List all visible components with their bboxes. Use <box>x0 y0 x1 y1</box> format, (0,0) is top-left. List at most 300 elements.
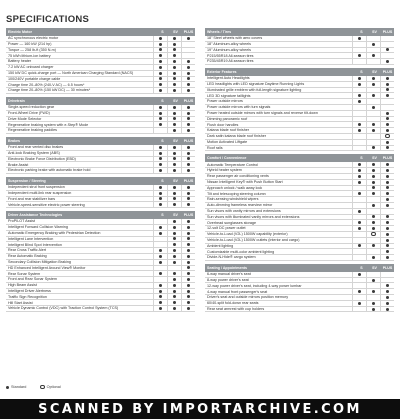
availability-cell <box>380 99 394 104</box>
availability-cell <box>366 93 380 98</box>
standard-dot-icon <box>159 157 162 160</box>
availability-cell <box>167 260 181 265</box>
availability-cell <box>167 197 181 202</box>
standard-dot-icon <box>159 72 162 75</box>
availability-cell <box>352 203 366 208</box>
availability-cell <box>181 162 195 167</box>
standard-dot-icon <box>372 186 375 189</box>
availability-cell <box>153 242 167 247</box>
availability-cell <box>380 53 394 58</box>
trim-column-header: S <box>360 265 363 270</box>
standard-dot-icon <box>386 233 389 236</box>
standard-dot-icon <box>386 94 389 97</box>
standard-dot-icon <box>386 48 389 51</box>
availability-cell <box>153 219 167 224</box>
standard-dot-icon <box>372 43 375 46</box>
availability-cell <box>153 254 167 259</box>
availability-cell <box>352 174 366 179</box>
availability-cell <box>181 289 195 294</box>
standard-dot-icon <box>386 302 389 305</box>
availability-cell <box>167 122 181 127</box>
standard-dot-icon <box>372 83 375 86</box>
availability-cell <box>181 219 195 224</box>
availability-cell <box>380 36 394 41</box>
availability-cell <box>181 105 195 110</box>
standard-dot-icon <box>173 37 176 40</box>
standard-dot-icon <box>187 237 190 240</box>
spec-label: Approach unlock / walk away lock <box>207 185 263 190</box>
standard-dot-icon <box>173 169 176 172</box>
availability-cell <box>153 88 167 93</box>
spec-label: 4-way manual front passenger's seat <box>207 289 268 294</box>
availability-cell <box>153 260 167 265</box>
standard-dot-icon <box>173 157 176 160</box>
spec-label: Illuminated grille emblem with full-length signature lighting <box>207 87 302 92</box>
availability-cell <box>181 254 195 259</box>
spec-label: HD Enhanced Intelligent Around View® Monitor <box>8 265 86 270</box>
availability-cell <box>352 36 366 41</box>
standard-dot-icon <box>173 112 176 115</box>
standard-dot-icon <box>187 266 190 269</box>
availability-cell <box>352 255 366 260</box>
availability-cell <box>366 88 380 93</box>
standard-dot-icon <box>187 123 190 126</box>
availability-cell <box>167 105 181 110</box>
availability-cell <box>352 140 366 145</box>
standard-dot-icon <box>159 169 162 172</box>
availability-cell <box>366 180 380 185</box>
standard-dot-icon <box>358 100 361 103</box>
standard-dot-icon <box>386 129 389 132</box>
trim-column-header: SV <box>173 213 178 218</box>
availability-cell <box>366 128 380 133</box>
spec-row <box>6 168 195 174</box>
availability-cell <box>366 105 380 110</box>
standard-dot-icon <box>386 192 389 195</box>
spec-label: Katana blade roof finisher <box>207 128 250 133</box>
availability-cell <box>181 266 195 271</box>
section-title: Electric Motor <box>8 30 32 34</box>
standard-dot-icon <box>386 141 389 144</box>
spec-label: Dimming panoramic roof <box>207 116 248 121</box>
availability-cell <box>181 122 195 127</box>
spec-label: Power — 160 kW (214 hp) <box>8 42 52 47</box>
standard-dot-icon <box>187 129 190 132</box>
availability-cell <box>380 76 394 81</box>
availability-cell <box>181 151 195 156</box>
standard-dot-icon <box>187 197 190 200</box>
availability-cell <box>167 237 181 242</box>
availability-cell <box>366 191 380 196</box>
availability-cell <box>181 306 195 311</box>
trim-column-header: PLUS <box>183 30 194 34</box>
spec-row <box>6 88 195 94</box>
spec-label: 12-way power driver's seat, including 4-way power lumbar <box>207 283 302 288</box>
standard-dot-icon <box>358 54 361 57</box>
availability-cell <box>167 225 181 230</box>
availability-cell <box>352 283 366 288</box>
spec-label: Vehicle-to-Load (V2L) 1500W capability (exterior) <box>207 232 288 237</box>
availability-cell <box>167 231 181 236</box>
availability-cell <box>352 146 366 151</box>
standard-dot-icon <box>187 232 190 235</box>
availability-cell <box>153 48 167 53</box>
spec-label: Battery heater <box>8 59 32 64</box>
availability-cell <box>167 53 181 58</box>
availability-cell <box>181 111 195 116</box>
availability-cell <box>352 197 366 202</box>
standard-dot-icon <box>173 83 176 86</box>
standard-dot-icon <box>159 112 162 115</box>
section-header <box>6 28 195 36</box>
availability-cell <box>352 134 366 139</box>
availability-cell <box>181 271 195 276</box>
spec-label: ProPILOT Assist <box>8 219 35 224</box>
availability-cell <box>167 151 181 156</box>
availability-cell <box>380 191 394 196</box>
standard-dot-icon <box>358 83 361 86</box>
standard-dot-icon <box>159 186 162 189</box>
trim-column-header: S <box>360 30 363 34</box>
standard-dot-icon <box>159 43 162 46</box>
standard-dot-icon <box>372 175 375 178</box>
spec-label: P235/45R19 All-season tires <box>207 59 254 64</box>
banner-text: SCANNED BY IMPORTARCHIVE.COM <box>38 401 362 417</box>
trim-column-header: PLUS <box>183 213 194 218</box>
availability-cell <box>352 93 366 98</box>
availability-cell <box>366 174 380 179</box>
standard-dot-icon <box>372 244 375 247</box>
availability-cell <box>366 117 380 122</box>
availability-cell <box>352 215 366 220</box>
standard-dot-icon <box>173 261 176 264</box>
availability-cell <box>153 271 167 276</box>
spec-label: Power outside mirrors <box>207 99 243 104</box>
standard-dot-icon <box>159 290 162 293</box>
trim-column-header: S <box>360 156 363 161</box>
availability-cell <box>352 111 366 116</box>
availability-cell <box>352 278 366 283</box>
standard-dot-icon <box>173 203 176 206</box>
availability-cell <box>366 220 380 225</box>
spec-label: Vehicle-speed-sensitive electric power steering <box>8 202 85 207</box>
standard-dot-icon <box>173 106 176 109</box>
standard-dot-icon <box>187 163 190 166</box>
availability-cell <box>181 237 195 242</box>
availability-cell <box>167 71 181 76</box>
standard-dot-icon <box>386 181 389 184</box>
spec-label: 150 kW DC quick-charge port — North American Charging Standard (NACS) <box>8 71 134 76</box>
availability-cell <box>167 300 181 305</box>
availability-cell <box>366 186 380 191</box>
availability-cell <box>153 248 167 253</box>
availability-cell <box>167 111 181 116</box>
spec-label: 18" Steel wheels with aero covers <box>207 36 263 41</box>
spec-row <box>205 146 394 152</box>
section-header <box>205 264 394 272</box>
trim-column-header: S <box>360 69 363 74</box>
availability-cell <box>352 180 366 185</box>
standard-dot-icon <box>358 163 361 166</box>
standard-dot-icon <box>173 117 176 120</box>
standard-dot-icon <box>187 249 190 252</box>
standard-dot-icon <box>159 307 162 310</box>
availability-cell <box>380 209 394 214</box>
availability-cell <box>352 226 366 231</box>
availability-cell <box>181 42 195 47</box>
standard-dot-icon <box>386 290 389 293</box>
availability-cell <box>380 220 394 225</box>
standard-dot-icon <box>173 307 176 310</box>
standard-dot-icon <box>187 106 190 109</box>
availability-cell <box>380 186 394 191</box>
spec-label: Power outside mirrors with turn signals <box>207 105 271 110</box>
spec-label: Drive Mode Selector <box>8 116 42 121</box>
availability-cell <box>153 197 167 202</box>
section-title: Comfort / Convenience <box>207 156 247 161</box>
availability-cell <box>153 42 167 47</box>
trim-column-header: S <box>161 213 164 218</box>
spec-label: Intelligent Forward Collision Warning <box>8 225 68 230</box>
availability-cell <box>366 203 380 208</box>
section-header <box>6 177 195 185</box>
standard-dot-icon <box>358 169 361 172</box>
availability-cell <box>380 122 394 127</box>
spec-label: Flush door handles <box>207 122 239 127</box>
availability-cell <box>167 168 181 173</box>
standard-dot-icon <box>159 192 162 195</box>
standard-dot-icon <box>173 129 176 132</box>
availability-cell <box>167 77 181 82</box>
section-header <box>6 97 195 105</box>
availability-cell <box>153 162 167 167</box>
availability-cell <box>352 191 366 196</box>
availability-cell <box>380 203 394 208</box>
spec-row <box>205 307 394 313</box>
availability-cell <box>380 146 394 151</box>
spec-row <box>205 59 394 65</box>
availability-cell <box>153 202 167 207</box>
availability-cell <box>153 306 167 311</box>
spec-label: Anti-lock Braking System (ABS) <box>8 151 60 156</box>
availability-cell <box>366 122 380 127</box>
standard-dot-icon <box>159 66 162 69</box>
availability-cell <box>366 249 380 254</box>
availability-cell <box>167 191 181 196</box>
spec-label: Rear Cross Traffic Alert <box>8 248 47 253</box>
standard-dot-icon <box>386 163 389 166</box>
standard-dot-icon <box>159 89 162 92</box>
standard-dot-icon <box>372 129 375 132</box>
availability-cell <box>352 249 366 254</box>
availability-cell <box>153 300 167 305</box>
standard-dot-icon <box>386 296 389 299</box>
availability-cell <box>366 255 380 260</box>
availability-cell <box>352 307 366 312</box>
availability-cell <box>153 65 167 70</box>
spec-label: Nissan Intelligent Key® with Push Button Start <box>207 180 283 185</box>
standard-dot-icon <box>173 146 176 149</box>
standard-dot-icon <box>159 203 162 206</box>
spec-label: LED headlights with LED signature Daytime Running Lights <box>207 82 305 87</box>
availability-cell <box>366 140 380 145</box>
standard-dot-icon <box>159 77 162 80</box>
spec-label: Brake Assist <box>8 162 29 167</box>
spec-label: Sun visors with illuminated vanity mirrors and extensions <box>207 214 300 219</box>
availability-cell <box>352 82 366 87</box>
availability-cell <box>181 168 195 173</box>
standard-dot-icon <box>187 117 190 120</box>
spec-section <box>6 177 195 208</box>
standard-dot-icon <box>173 301 176 304</box>
standard-dot-icon <box>358 175 361 178</box>
availability-cell <box>366 283 380 288</box>
availability-cell <box>181 283 195 288</box>
legend-standard-label: Standard <box>11 385 27 390</box>
availability-cell <box>352 122 366 127</box>
standard-dot-icon <box>159 106 162 109</box>
standard-dot-icon <box>372 279 375 282</box>
standard-dot-icon <box>173 226 176 229</box>
spec-label: Secondary Collision Mitigation Braking <box>8 260 71 264</box>
standard-dot-icon <box>358 221 361 224</box>
standard-dot-icon <box>386 204 389 207</box>
standard-dot-icon <box>358 37 361 40</box>
standard-dot-icon <box>372 256 375 259</box>
availability-cell <box>366 278 380 283</box>
section-title: Exterior Features <box>207 69 237 74</box>
standard-dot-icon <box>386 284 389 287</box>
standard-dot-icon <box>187 72 190 75</box>
optional-dot-icon <box>371 232 375 236</box>
standard-dot-icon <box>159 152 162 155</box>
standard-dot-icon <box>358 123 361 126</box>
standard-dot-icon <box>386 112 389 115</box>
availability-cell <box>181 202 195 207</box>
standard-dot-icon <box>187 146 190 149</box>
availability-cell <box>167 242 181 247</box>
standard-dot-icon <box>173 272 176 275</box>
availability-cell <box>167 48 181 53</box>
standard-dot-icon <box>372 302 375 305</box>
availability-cell <box>153 36 167 41</box>
spec-label: 60/40-split fold-down rear seats <box>207 301 259 306</box>
availability-cell <box>352 301 366 306</box>
standard-dot-icon <box>187 186 190 189</box>
availability-cell <box>181 231 195 236</box>
standard-dot-icon <box>173 89 176 92</box>
standard-dot-icon <box>358 302 361 305</box>
standard-dot-icon <box>358 290 361 293</box>
standard-dot-icon <box>187 66 190 69</box>
spec-row <box>6 202 195 208</box>
availability-cell <box>366 42 380 47</box>
spec-label: Regenerative braking paddles <box>8 128 57 133</box>
availability-cell <box>366 301 380 306</box>
trim-column-header: S <box>161 178 164 183</box>
spec-label: Hybrid heater system <box>207 168 242 173</box>
availability-cell <box>181 248 195 253</box>
spec-label: 12-volt DC power outlet <box>207 226 246 231</box>
trim-column-header: PLUS <box>382 30 393 34</box>
trim-column-header: SV <box>372 69 377 74</box>
availability-cell <box>181 294 195 299</box>
standard-dot-icon <box>159 83 162 86</box>
spec-row <box>205 255 394 261</box>
availability-cell <box>352 295 366 300</box>
spec-label: Dark satin katana blade roof finisher <box>207 134 267 139</box>
availability-cell <box>380 162 394 167</box>
availability-cell <box>181 191 195 196</box>
standard-dot-icon <box>173 278 176 281</box>
spec-label: 19" Aluminum-alloy wheels <box>207 47 251 52</box>
standard-dot-icon <box>358 77 361 80</box>
availability-cell <box>352 128 366 133</box>
spec-label: LED 3D signature taillights <box>207 93 251 98</box>
standard-dot-icon <box>173 72 176 75</box>
standard-dot-icon <box>173 152 176 155</box>
legend-optional-label: Optional <box>46 385 61 390</box>
standard-dot-icon <box>187 243 190 246</box>
standard-dot-icon <box>173 249 176 252</box>
spec-section <box>205 154 394 261</box>
spec-label: Rear seat armrest with cup holders <box>207 306 265 311</box>
availability-cell <box>380 93 394 98</box>
standard-dot-icon <box>187 295 190 298</box>
availability-cell <box>366 53 380 58</box>
legend <box>6 385 75 389</box>
standard-dot-icon <box>159 163 162 166</box>
standard-dot-icon <box>386 77 389 80</box>
spec-label: 8-way power driver's seat <box>207 277 249 282</box>
spec-label: 100/240V portable charge cable <box>8 76 61 81</box>
availability-cell <box>380 128 394 133</box>
standard-dot-icon <box>372 106 375 109</box>
availability-cell <box>181 48 195 53</box>
availability-cell <box>352 272 366 277</box>
spec-label: Rear passenger air conditioning vents <box>207 174 269 179</box>
availability-cell <box>167 248 181 253</box>
standard-dot-icon <box>159 301 162 304</box>
standard-dot-icon <box>173 220 176 223</box>
availability-cell <box>167 306 181 311</box>
trim-column-header: PLUS <box>183 138 194 143</box>
spec-label: Auto-dimming frameless rearview mirror <box>207 203 273 208</box>
spec-label: Torque — 258 lb-ft (350 N-m) <box>8 47 56 52</box>
standard-dot-icon <box>187 112 190 115</box>
availability-cell <box>181 242 195 247</box>
standard-dot-icon <box>372 192 375 195</box>
availability-cell <box>366 215 380 220</box>
spec-label: Single-speed reduction gear <box>8 105 55 110</box>
availability-cell <box>352 220 366 225</box>
availability-cell <box>380 168 394 173</box>
optional-dot-icon <box>40 385 44 389</box>
spec-label: Independent strut front suspension <box>8 185 65 190</box>
spec-label: Vehicle Dynamic Control (VDC) with Traction Control System (TCS) <box>8 306 119 311</box>
standard-dot-icon <box>372 146 375 149</box>
spec-label: Independent multi-link rear suspension <box>8 191 72 196</box>
availability-cell <box>366 111 380 116</box>
spec-label: Front and rear stabilizer bars <box>8 196 56 201</box>
availability-cell <box>352 162 366 167</box>
standard-dot-icon <box>386 123 389 126</box>
trim-column-header: SV <box>372 30 377 34</box>
standard-dot-icon <box>187 60 190 63</box>
standard-dot-icon <box>173 255 176 258</box>
standard-dot-icon <box>386 146 389 149</box>
standard-dot-icon <box>173 290 176 293</box>
